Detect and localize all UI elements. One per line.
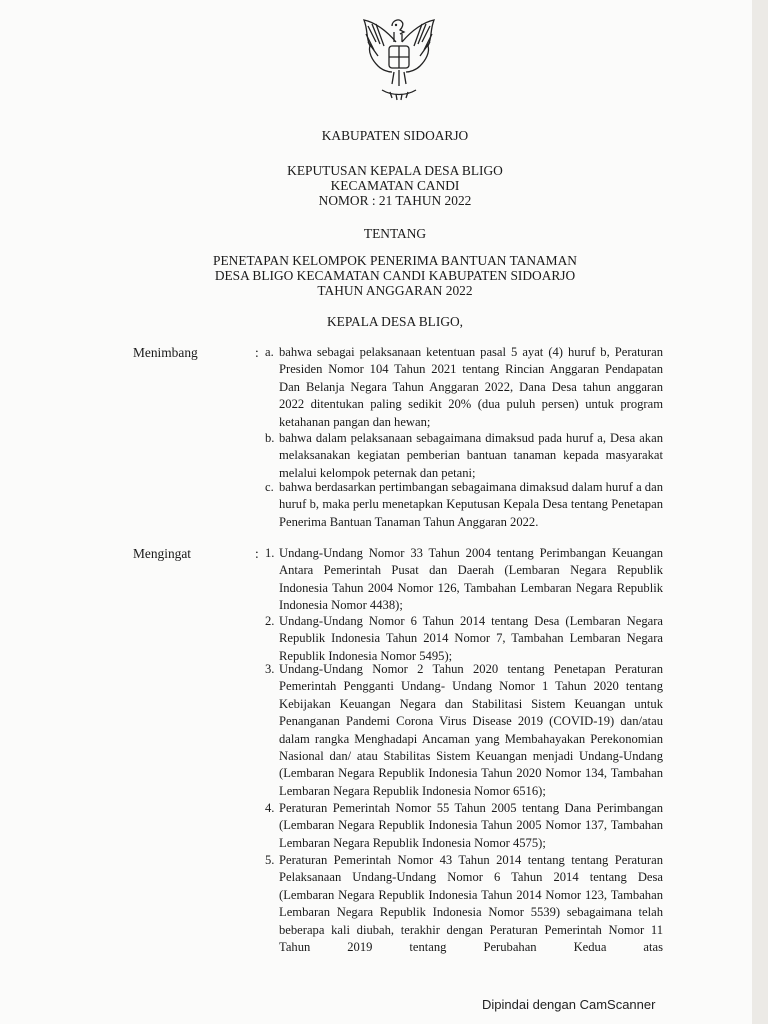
subject-line-1: PENETAPAN KELOMPOK PENERIMA BANTUAN TANAMAN	[213, 253, 577, 268]
item-marker: b.	[265, 431, 275, 445]
item-text: Peraturan Pemerintah Nomor 55 Tahun 2005 tentang Dana Perimbangan (Lembaran Negara Republik Indonesia Tahun 2005 Nomor 137, Tambahan Lembaran Negara Republik Indonesia Nomor 4575);	[279, 801, 663, 850]
item-text: Peraturan Pemerintah Nomor 43 Tahun 2014 tentang tentang Peraturan Pelaksanaan Undang-Undang Nomor 6 Tahun 2014 tentang Desa (Lembaran Negara Republik Indonesia Tahun 2014 Nomor 123, Tambahan Lembaran Negara Republik Indonesia Nomor 5539) sebagaimana telah beberapa kali diubah, terakhir dengan Peraturan Pemerintah Nomor 11 Tahun 2019 tentang Perubahan Kedua atas	[279, 853, 663, 955]
menimbang-item-a	[265, 344, 663, 431]
about-heading: TENTANG	[363, 226, 427, 241]
item-text: Undang-Undang Nomor 33 Tahun 2004 tentang Perimbangan Keuangan Antara Pemerintah Pusat dan Daerah (Lembaran Negara Republik Indonesia Tahun 2004 Nomor 126, Tambahan Lembaran Negara Republik Indonesia Nomor 4438);	[279, 546, 663, 613]
item-marker: c.	[265, 480, 274, 494]
regency-title: KABUPATEN SIDOARJO	[321, 128, 469, 143]
item-marker: 4.	[265, 801, 275, 815]
item-marker: 1.	[265, 546, 275, 560]
camscanner-watermark: Dipindai dengan CamScanner	[482, 997, 656, 1012]
item-marker: 5.	[265, 853, 275, 867]
mengingat-item-2	[265, 613, 663, 665]
item-marker: 3.	[265, 662, 275, 676]
subject-line-3: TAHUN ANGGARAN 2022	[317, 283, 473, 298]
garuda-emblem-icon	[356, 12, 442, 104]
mengingat-label: Mengingat	[133, 546, 192, 561]
mengingat-item-1	[265, 545, 663, 615]
item-marker: 2.	[265, 614, 275, 628]
item-marker: a.	[265, 345, 274, 359]
menimbang-colon: :	[255, 345, 259, 360]
mengingat-item-4	[265, 800, 663, 852]
item-text: Undang-Undang Nomor 2 Tahun 2020 tentang Penetapan Peraturan Pemerintah Pengganti Undang- Undang Nomor 1 Tahun 2020 tentang Kebijakan Keuangan Negara dan Stabilitasi Sistem Keuangan untuk Penanganan Pandemi Corona Virus Disease 2019 (COVID-19) dan/atau dalam rangka Menghadapi Ancaman yang Membahayakan Perekonomian Nasional dan/ atau Stabilitas Sistem Keuangan menjadi Undang-Undang (Lembaran Negara Republik Indonesia Tahun 2020 Nomor 134, Tambahan Lembaran Negara Republik Indonesia Nomor 6516);	[279, 662, 663, 798]
mengingat-item-3	[265, 661, 663, 800]
item-text: bahwa berdasarkan pertimbangan sebagaimana dimaksud dalam huruf a dan huruf b, maka perlu menetapkan Keputusan Kepala Desa tentang Penetapan Penerima Bantuan Tanaman Tahun Anggaran 2022.	[279, 480, 663, 529]
mengingat-item-5	[265, 852, 663, 956]
menimbang-item-c	[265, 479, 663, 531]
authority-heading: KEPALA DESA BLIGO,	[326, 314, 464, 329]
subject-line-2: DESA BLIGO KECAMATAN CANDI KABUPATEN SIDOARJO	[214, 268, 576, 283]
page-edge-shadow	[752, 0, 768, 1024]
decree-number: NOMOR : 21 TAHUN 2022	[318, 193, 472, 208]
decree-title: KEPUTUSAN KEPALA DESA BLIGO	[287, 163, 503, 178]
mengingat-colon: :	[255, 546, 259, 561]
item-text: bahwa dalam pelaksanaan sebagaimana dimaksud pada huruf a, Desa akan melaksanakan kegiatan pemberian bantuan tanaman kepada masyarakat melalui kelompok peternak dan petani;	[279, 431, 663, 480]
menimbang-item-b	[265, 430, 663, 482]
item-text: bahwa sebagai pelaksanaan ketentuan pasal 5 ayat (4) huruf b, Peraturan Presiden Nomor 104 Tahun 2021 tentang Rincian Anggaran Pendapatan Dan Belanja Negara Tahun Anggaran 2022, Dana Desa tahun anggaran 2022 ditentukan paling sedikit 20% (dua puluh persen) untuk program ketahanan pangan dan hewan;	[279, 345, 663, 429]
menimbang-label: Menimbang	[133, 345, 198, 360]
district-title: KECAMATAN CANDI	[330, 178, 460, 193]
item-text: Undang-Undang Nomor 6 Tahun 2014 tentang Desa (Lembaran Negara Republik Indonesia Tahun 2014 Nomor 7, Tambahan Lembaran Negara Republik Indonesia Nomor 5495);	[279, 614, 663, 663]
